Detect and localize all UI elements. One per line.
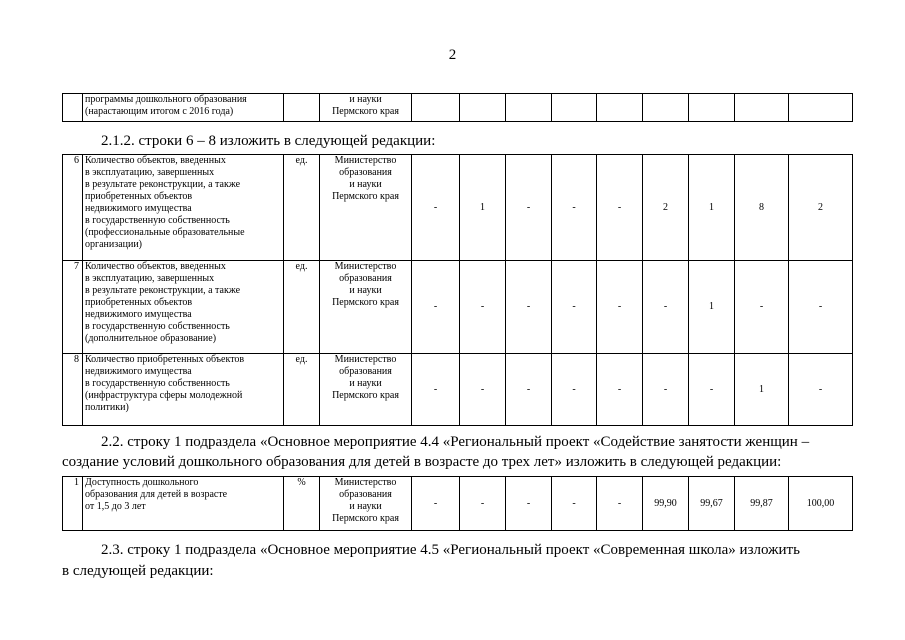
unit-cell: ед. <box>284 261 320 354</box>
indicator-line: приобретенных объектов <box>85 191 193 202</box>
value-cell: - <box>643 261 689 354</box>
executor-cell <box>320 354 412 426</box>
row-number: 7 <box>63 261 83 354</box>
value-cell: 1 <box>735 354 789 426</box>
paragraph-2-2-line2: создание условий дошкольного образования для детей в возрасте до трех лет» изложить в следующей редакции: <box>62 454 782 470</box>
value-cell: - <box>597 477 643 531</box>
value-cell: - <box>506 261 552 354</box>
indicator-cell <box>83 155 284 261</box>
indicator-line: от 1,5 до 3 лет <box>85 501 146 512</box>
value-cell: 99,87 <box>735 477 789 531</box>
indicator-line: (дополнительное образование) <box>85 333 217 344</box>
value-cell: - <box>689 354 735 426</box>
value-cell: - <box>412 477 460 531</box>
paragraph-2-2-line1: 2.2. строку 1 подраздела «Основное мероприятие 4.4 «Региональный проект «Содействие занятости женщин – <box>101 434 810 450</box>
indicator-line: Доступность дошкольного <box>85 477 199 488</box>
value-cell <box>735 94 789 122</box>
executor-line: образования <box>339 366 392 377</box>
executor-line: Министерство <box>334 354 397 365</box>
executor-line: Министерство <box>334 155 397 166</box>
indicator-cell <box>83 261 284 354</box>
value-cell <box>506 94 552 122</box>
value-cell <box>460 94 506 122</box>
executor-line: и науки <box>349 501 382 512</box>
indicator-line: в результате реконструкции, а также <box>85 285 241 296</box>
indicator-line: в государственную собственность <box>85 378 230 389</box>
executor-line: Пермского края <box>332 106 399 117</box>
value-cell: 1 <box>689 155 735 261</box>
executor-line: Пермского края <box>332 297 399 308</box>
indicator-line: политики) <box>85 402 129 413</box>
heading-2-1-2: 2.1.2. строки 6 – 8 изложить в следующей редакции: <box>101 133 436 149</box>
row-number: 6 <box>63 155 83 261</box>
unit-cell <box>284 94 320 122</box>
executor-cell <box>320 261 412 354</box>
value-cell: - <box>552 261 597 354</box>
executor-line: Министерство <box>334 477 397 488</box>
cell-num <box>63 94 83 122</box>
table-rows-6-8 <box>62 154 853 426</box>
executor-cell <box>320 155 412 261</box>
value-cell <box>789 94 853 122</box>
indicator-line: в эксплуатацию, завершенных <box>85 273 215 284</box>
value-cell: - <box>506 477 552 531</box>
value-cell <box>689 94 735 122</box>
indicator-line: недвижимого имущества <box>85 366 192 377</box>
value-cell: - <box>506 354 552 426</box>
value-cell <box>643 94 689 122</box>
indicator-line: (инфраструктура сферы молодежной <box>85 390 243 401</box>
value-cell: - <box>552 354 597 426</box>
value-cell: 1 <box>460 155 506 261</box>
value-cell: 1 <box>689 261 735 354</box>
row-number: 8 <box>63 354 83 426</box>
value-cell: - <box>735 261 789 354</box>
executor-line: Пермского края <box>332 390 399 401</box>
indicator-line: в результате реконструкции, а также <box>85 179 241 190</box>
executor-line: Министерство <box>334 261 397 272</box>
unit-cell: ед. <box>284 354 320 426</box>
table-2-2 <box>62 476 853 531</box>
indicator-line: образования для детей в возрасте <box>85 489 228 500</box>
executor-cell <box>320 94 412 122</box>
indicator-cell <box>83 354 284 426</box>
unit-cell: % <box>284 477 320 531</box>
indicator-cell <box>83 94 284 122</box>
paragraph-2-3-line2: в следующей редакции: <box>62 563 214 579</box>
executor-line: и науки <box>349 378 382 389</box>
value-cell: - <box>460 261 506 354</box>
value-cell: 8 <box>735 155 789 261</box>
indicator-cell <box>83 477 284 531</box>
value-cell <box>412 94 460 122</box>
executor-line: Пермского края <box>332 191 399 202</box>
table-row <box>63 477 853 531</box>
executor-line: Пермского края <box>332 513 399 524</box>
value-cell: - <box>789 354 853 426</box>
value-cell: - <box>412 155 460 261</box>
value-cell: - <box>460 354 506 426</box>
executor-line: образования <box>339 273 392 284</box>
indicator-line: недвижимого имущества <box>85 309 192 320</box>
indicator-line: организации) <box>85 239 143 250</box>
page-number: 2 <box>448 47 457 63</box>
indicator-line: недвижимого имущества <box>85 203 192 214</box>
value-cell: - <box>412 354 460 426</box>
value-cell: - <box>506 155 552 261</box>
unit-cell: ед. <box>284 155 320 261</box>
indicator-line: в государственную собственность <box>85 215 230 226</box>
value-cell: - <box>597 354 643 426</box>
table-top <box>62 93 853 122</box>
table-row <box>63 155 853 261</box>
table-row <box>63 354 853 426</box>
value-cell: - <box>643 354 689 426</box>
executor-line: и науки <box>349 179 382 190</box>
indicator-line: приобретенных объектов <box>85 297 193 308</box>
value-cell: - <box>552 477 597 531</box>
indicator-line: Количество объектов, введенных <box>85 155 226 166</box>
executor-line: и науки <box>349 94 382 105</box>
value-cell: - <box>460 477 506 531</box>
executor-cell <box>320 477 412 531</box>
value-cell: 2 <box>789 155 853 261</box>
paragraph-2-3-line1: 2.3. строку 1 подраздела «Основное мероприятие 4.5 «Региональный проект «Современная школа» изложить <box>101 542 800 558</box>
value-cell: - <box>597 261 643 354</box>
row-number: 1 <box>63 477 83 531</box>
value-cell <box>552 94 597 122</box>
executor-line: и науки <box>349 285 382 296</box>
value-cell: 2 <box>643 155 689 261</box>
executor-line: образования <box>339 489 392 500</box>
table-row <box>63 261 853 354</box>
value-cell: - <box>552 155 597 261</box>
indicator-line: программы дошкольного образования <box>85 94 247 105</box>
value-cell: 99,67 <box>689 477 735 531</box>
value-cell <box>597 94 643 122</box>
value-cell: - <box>789 261 853 354</box>
executor-line: образования <box>339 167 392 178</box>
indicator-line: (нарастающим итогом с 2016 года) <box>85 106 234 117</box>
indicator-line: в государственную собственность <box>85 321 230 332</box>
value-cell: 100,00 <box>789 477 853 531</box>
value-cell: - <box>597 155 643 261</box>
indicator-line: (профессиональные образовательные <box>85 227 245 238</box>
indicator-line: Количество объектов, введенных <box>85 261 226 272</box>
indicator-line: Количество приобретенных объектов <box>85 354 245 365</box>
indicator-line: в эксплуатацию, завершенных <box>85 167 215 178</box>
value-cell: 99,90 <box>643 477 689 531</box>
value-cell: - <box>412 261 460 354</box>
